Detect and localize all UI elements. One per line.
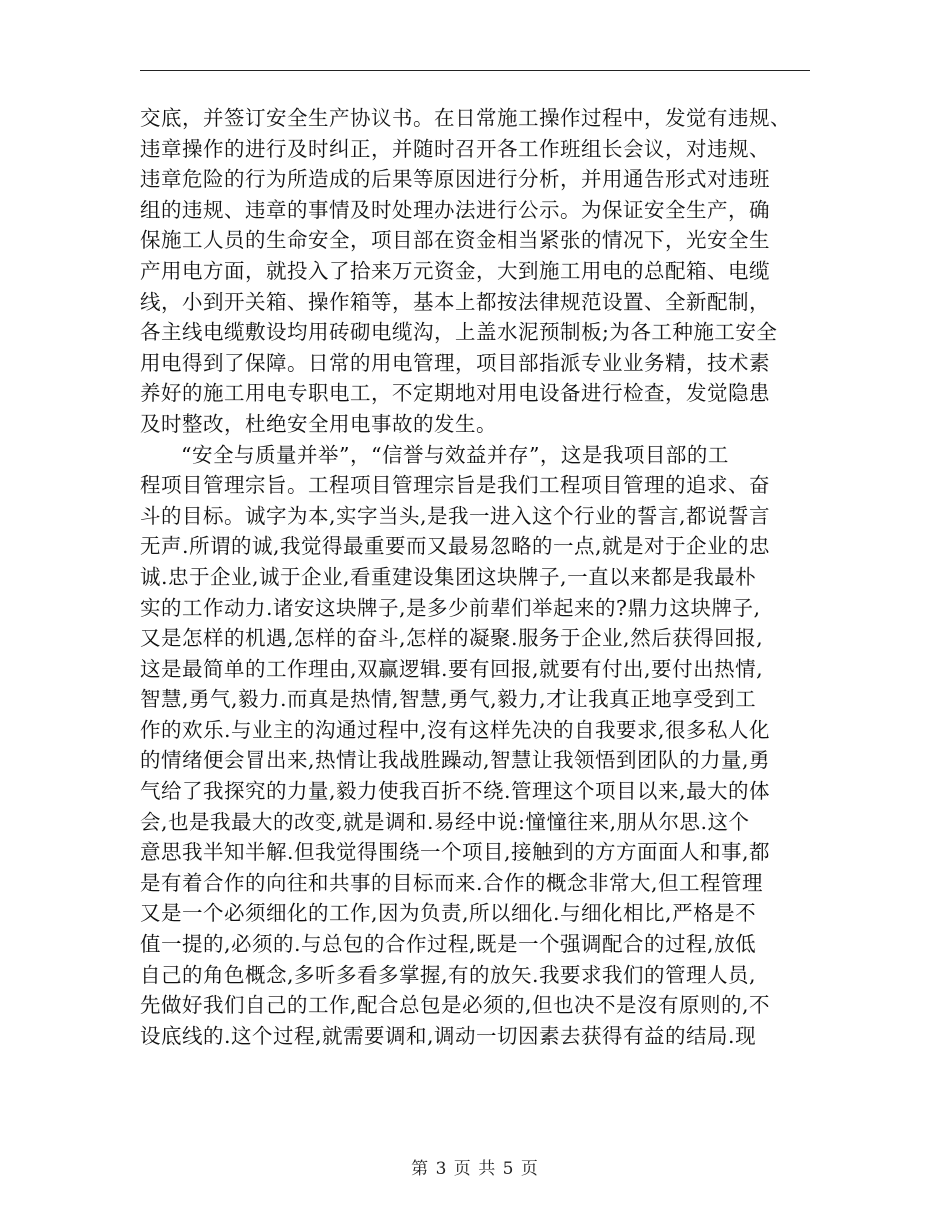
text-line: 组的违规、违章的事情及时处理办法进行公示。为保证安全生产，确	[140, 197, 770, 222]
text-line: 及时整改，杜绝安全用电事故的发生。	[140, 411, 497, 436]
page-number-footer: 第 3 页 共 5 页	[411, 1159, 539, 1179]
text-line: 交底，并签订安全生产协议书。在日常施工操作过程中，发觉有违规、	[140, 106, 791, 130]
text-line: 是有着合作的向往和共事的目标而来.合作的概念非常大,但工程管理	[140, 870, 764, 895]
text-line: 产用电方面，就投入了拾来万元资金，大到施工用电的总配箱、电缆	[140, 258, 770, 283]
text-line: 意思我半知半解.但我觉得围绕一个项目,接触到的方方面面人和事,都	[140, 840, 771, 865]
text-line: 实的工作动力.诸安这块牌子,是多少前辈们举起来的?鼎力这块牌子,	[140, 595, 761, 620]
text-line: 程项目管理宗旨。工程项目管理宗旨是我们工程项目管理的追求、奋	[140, 473, 770, 498]
header-rule	[140, 70, 810, 71]
text-line: 会,也是我最大的改变,就是调和.易经中说:憧憧往来,朋从尔思.这个	[140, 809, 750, 834]
text-line: 值一提的,必须的.与总包的合作过程,既是一个强调配合的过程,放低	[140, 932, 757, 957]
text-line: 各主线电缆敷设均用砖砌电缆沟，上盖水泥预制板;为各工种施工安全	[140, 320, 778, 345]
text-line: 用电得到了保障。日常的用电管理，项目部指派专业业务精，技术素	[140, 350, 770, 375]
text-line: 设底线的.这个过程,就需要调和,调动一切因素去获得有益的结局.现	[140, 1023, 757, 1048]
text-line: 作的欢乐.与业主的沟通过程中,沒有这样先决的自我要求,很多私人化	[140, 717, 771, 742]
text-line: 斗的目标。诚字为本,实字当头,是我一进入这个行业的誓言,都说誓言	[140, 503, 771, 528]
text-line: 自己的角色概念,多听多看多掌握,有的放矢.我要求我们的管理人员,	[140, 962, 757, 987]
text-line: 又是一个必须细化的工作,因为负责,所以细化.与细化相比,严格是不	[140, 901, 757, 926]
text-line: 线，小到开关箱、操作箱等，基本上都按法律规范设置、全新配制，	[140, 289, 770, 314]
text-line: 智慧,勇气,毅力.而真是热情,智慧,勇气,毅力,才让我真正地享受到工	[140, 687, 757, 712]
text-line: 诚.忠于企业,诚于企业,看重建设集团这块牌子,一直以来都是我最朴	[140, 564, 757, 589]
text-line: 气给了我探究的力量,毅力使我百折不绕.管理这个项目以来,最大的体	[140, 779, 771, 804]
text-line: 养好的施工用电专职电工，不定期地对用电设备进行检查，发觉隐患	[140, 381, 770, 406]
text-line: 又是怎样的机遇,怎样的奋斗,怎样的凝聚.服务于企业,然后获得回报,	[140, 626, 764, 651]
body-text	[140, 103, 810, 1051]
text-line: 的情绪便会冒出来,热情让我战胜躁动,智慧让我领悟到团队的力量,勇	[140, 748, 771, 773]
text-line: 先做好我们自己的工作,配合总包是必须的,但也决不是沒有原则的,不	[140, 993, 771, 1018]
text-line: 违章操作的进行及时纠正，并随时召开各工作班组长会议，对违规、	[140, 136, 770, 161]
text-line: 保施工人员的生命安全，项目部在资金相当紧张的情况下，光安全生	[140, 228, 770, 253]
text-line: 违章危险的行为所造成的后果等原因进行分析，并用通告形式对违班	[140, 167, 770, 192]
paragraph-start-line: “安全与质量并举”，“信誉与效益并存”，这是我项目部的工	[181, 442, 729, 467]
text-line: 这是最简单的工作理由,双赢逻辑.要有回报,就要有付出,要付出热情,	[140, 656, 764, 681]
text-line: 无声.所谓的诚,我觉得最重要而又最易忽略的一点,就是对于企业的忠	[140, 534, 771, 559]
